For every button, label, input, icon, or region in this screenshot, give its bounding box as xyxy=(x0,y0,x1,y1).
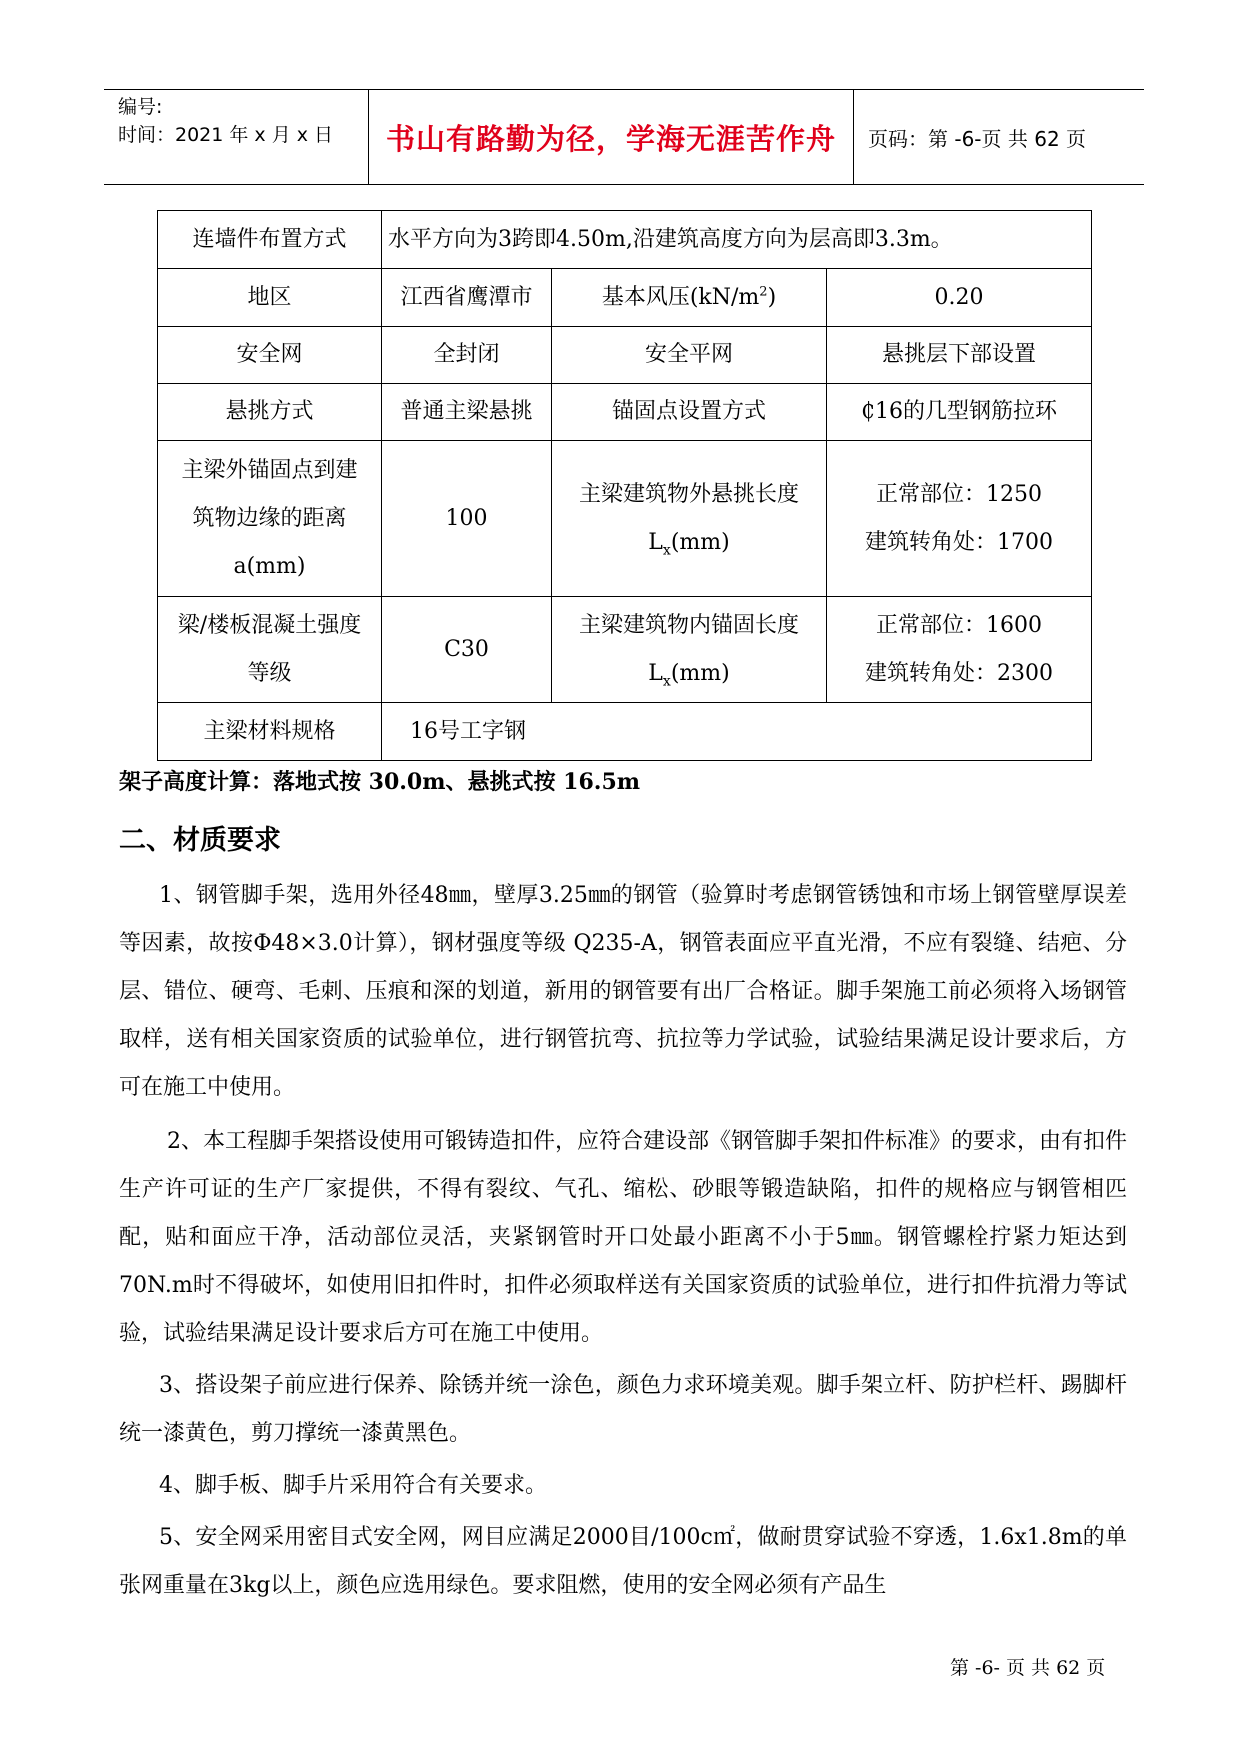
cell-line: 筑物边缘的距离 xyxy=(192,505,347,531)
header-motto: 书山有路勤为径，学海无涯苦作舟 xyxy=(369,90,854,184)
table-cell xyxy=(552,597,827,703)
table-cell xyxy=(552,269,827,327)
unit: (mm) xyxy=(670,529,730,555)
table-cell: 主梁材料规格 xyxy=(158,703,382,761)
table-cell: ₵16的几型钢筋拉环 xyxy=(827,384,1092,441)
table-cell: 悬挑层下部设置 xyxy=(827,327,1092,384)
body-text xyxy=(119,872,1127,1610)
table-row xyxy=(158,384,1092,441)
cell-line: 正常部位：1600 xyxy=(876,612,1042,638)
paragraph: 1、钢管脚手架，选用外径48㎜，壁厚3.25㎜的钢管（验算时考虑钢管锈蚀和市场上钢管壁厚误差等因素，故按Φ48×3.0计算），钢材强度等级 Q235-A，钢管表面应平直光滑，不应有裂缝、结疤、分层、错位、硬弯、毛刺、压痕和深的划道，新用的钢管要有出厂合格证。脚手架施工前必须将入场钢管取样，送有相关国家资质的试验单位，进行钢管抗弯、抗拉等力学试验，试验结果满足设计要求后，方可在施工中使用。 xyxy=(119,883,1127,1100)
table-cell xyxy=(158,441,382,597)
height-calc-line: 架子高度计算：落地式按 30.0m、悬挑式按 16.5m xyxy=(119,769,641,795)
table-cell: 连墙件布置方式 xyxy=(158,211,382,269)
table-cell: 0.20 xyxy=(827,269,1092,327)
cell-line: 梁/楼板混凝土强度 xyxy=(177,612,362,638)
subscript: x xyxy=(662,672,671,689)
cell-line: a(mm) xyxy=(233,553,306,579)
table-row xyxy=(158,327,1092,384)
cell-line: 正常部位：1250 xyxy=(876,481,1042,507)
table-cell: 全封闭 xyxy=(382,327,552,384)
cell-line: 主梁外锚固点到建 xyxy=(181,457,358,483)
spec-table xyxy=(157,210,1092,761)
wind-pressure-label: 基本风压(kN/m xyxy=(601,284,760,310)
table-cell: 安全平网 xyxy=(552,327,827,384)
table-cell: C30 xyxy=(382,597,552,703)
table-cell: 普通主梁悬挑 xyxy=(382,384,552,441)
table-cell: 水平方向为3跨即4.50m,沿建筑高度方向为层高即3.3m。 xyxy=(382,211,1092,269)
table-cell: 安全网 xyxy=(158,327,382,384)
paren: ) xyxy=(767,284,777,310)
table-cell: 100 xyxy=(382,441,552,597)
table-cell: 悬挑方式 xyxy=(158,384,382,441)
table-cell: 锚固点设置方式 xyxy=(552,384,827,441)
paragraph: 4、脚手板、脚手片采用符合有关要求。 xyxy=(159,1473,547,1498)
table-cell: 江西省鹰潭市 xyxy=(382,269,552,327)
table-cell xyxy=(827,597,1092,703)
cell-line: 等级 xyxy=(247,660,292,686)
symbol-l: L xyxy=(648,660,663,686)
cell-line xyxy=(552,519,826,567)
table-cell xyxy=(827,441,1092,597)
cell-line: 主梁建筑物内锚固长度 xyxy=(578,612,799,638)
cell-line: 主梁建筑物外悬挑长度 xyxy=(578,481,799,507)
page-footer: 第 -6- 页 共 62 页 xyxy=(950,1657,1106,1679)
table-cell xyxy=(158,597,382,703)
table-row xyxy=(158,211,1092,269)
paragraph: 5、安全网采用密目式安全网，网目应满足2000目/100c㎡，做耐贯穿试验不穿透，1.6x1.8m的单张网重量在3kg以上，颜色应选用绿色。要求阻燃，使用的安全网必须有产品生 xyxy=(119,1525,1127,1598)
table-cell xyxy=(552,441,827,597)
unit: (mm) xyxy=(670,660,730,686)
table-row xyxy=(158,269,1092,327)
symbol-l: L xyxy=(648,529,663,555)
number-label: 编号: xyxy=(118,96,163,118)
header-meta xyxy=(104,90,369,184)
section-title: 二、材质要求 xyxy=(119,825,281,856)
table-row xyxy=(158,703,1092,761)
superscript: 2 xyxy=(759,284,768,300)
paragraph: 3、搭设架子前应进行保养、除锈并统一涂色，颜色力求环境美观。脚手架立杆、防护栏杆、踢脚杆统一漆黄色，剪刀撑统一漆黄黑色。 xyxy=(119,1373,1127,1446)
table-row xyxy=(158,441,1092,597)
header-page-info: 页码：第 -6-页 共 62 页 xyxy=(868,126,1087,151)
page-header xyxy=(104,89,1144,185)
cell-line xyxy=(552,650,826,698)
table-cell: 地区 xyxy=(158,269,382,327)
paragraph: 2、本工程脚手架搭设使用可锻铸造扣件，应符合建设部《钢管脚手架扣件标准》的要求，由有扣件生产许可证的生产厂家提供，不得有裂纹、气孔、缩松、砂眼等锻造缺陷，扣件的规格应与钢管相匹配，贴和面应干净，活动部位灵活，夹紧钢管时开口处最小距离不小于5㎜。钢管螺栓拧紧力矩达到70N.m时不得破坏，如使用旧扣件时，扣件必须取样送有关国家资质的试验单位，进行扣件抗滑力等试验，试验结果满足设计要求后方可在施工中使用。 xyxy=(119,1129,1128,1346)
time-label: 时间：2021 年 x 月 x 日 xyxy=(118,124,334,146)
cell-line: 建筑转角处：1700 xyxy=(865,529,1053,555)
table-cell: 16号工字钢 xyxy=(382,703,1092,761)
subscript: x xyxy=(662,541,671,558)
cell-line: 建筑转角处：2300 xyxy=(865,660,1053,686)
table-row xyxy=(158,597,1092,703)
